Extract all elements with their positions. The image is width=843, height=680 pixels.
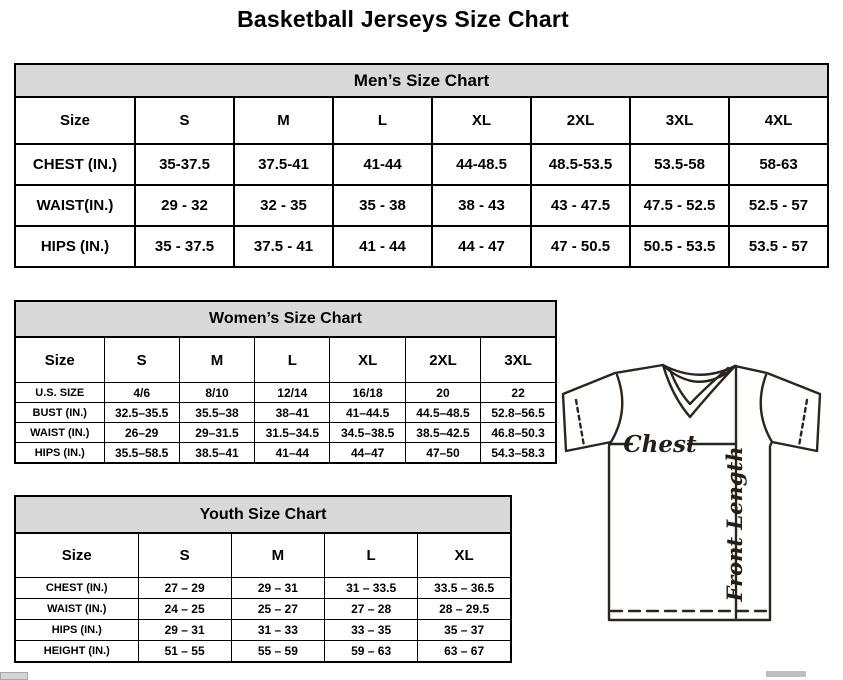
table-title: Men’s Size Chart: [15, 64, 828, 97]
table-title: Youth Size Chart: [15, 496, 511, 533]
table-cell: 27 – 29: [138, 578, 231, 599]
table-cell: 29 - 32: [135, 185, 234, 226]
table-cell: 46.8–50.3: [481, 423, 556, 443]
table-row: [15, 620, 511, 641]
header-row: [15, 337, 556, 383]
table-cell: 44 - 47: [432, 226, 531, 267]
table-cell: 53.5 - 57: [729, 226, 828, 267]
left-sleeve-cuff-dashes: [576, 400, 584, 446]
table-cell: 38–41: [255, 403, 330, 423]
table-cell: 52.8–56.5: [481, 403, 556, 423]
youth-size-chart-table: [14, 495, 512, 663]
front-length-label: Front Length: [722, 446, 747, 602]
table-cell: 41 - 44: [333, 226, 432, 267]
table-cell: 29 – 31: [138, 620, 231, 641]
table-row: [15, 641, 511, 663]
jersey-diagram-svg: [556, 354, 830, 648]
column-header: XL: [418, 533, 511, 578]
table-cell: 48.5-53.5: [531, 144, 630, 185]
column-header: 2XL: [531, 97, 630, 144]
row-label: HIPS (IN.): [15, 443, 104, 464]
table-row: [15, 443, 556, 464]
table-cell: 59 – 63: [325, 641, 418, 663]
row-label: BUST (IN.): [15, 403, 104, 423]
table-cell: 22: [481, 383, 556, 403]
table-cell: 29–31.5: [179, 423, 254, 443]
table-cell: 44-48.5: [432, 144, 531, 185]
table-row: [15, 403, 556, 423]
table-cell: 29 – 31: [231, 578, 324, 599]
table-cell: 47.5 - 52.5: [630, 185, 729, 226]
table-cell: 54.3–58.3: [481, 443, 556, 464]
table-cell: 35.5–58.5: [104, 443, 179, 464]
column-header: 4XL: [729, 97, 828, 144]
row-label: CHEST (IN.): [15, 144, 135, 185]
table-cell: 33.5 – 36.5: [418, 578, 511, 599]
column-header: S: [135, 97, 234, 144]
row-label: HIPS (IN.): [15, 620, 138, 641]
column-header: L: [333, 97, 432, 144]
scrollbar-fragment-right[interactable]: [766, 671, 806, 677]
row-label: U.S. SIZE: [15, 383, 104, 403]
column-header: 3XL: [630, 97, 729, 144]
table-cell: 44–47: [330, 443, 405, 464]
table-cell: 41-44: [333, 144, 432, 185]
column-header: M: [234, 97, 333, 144]
table-cell: 52.5 - 57: [729, 185, 828, 226]
column-header: 2XL: [405, 337, 480, 383]
column-header: XL: [330, 337, 405, 383]
table-cell: 20: [405, 383, 480, 403]
table-cell: 53.5-58: [630, 144, 729, 185]
table-cell: 35.5–38: [179, 403, 254, 423]
table-row: [15, 226, 828, 267]
table-cell: 35 - 37.5: [135, 226, 234, 267]
chest-label: Chest: [623, 431, 697, 458]
table-cell: 51 – 55: [138, 641, 231, 663]
table-cell: 34.5–38.5: [330, 423, 405, 443]
header-row: [15, 533, 511, 578]
row-label: WAIST (IN.): [15, 423, 104, 443]
table-row: [15, 185, 828, 226]
mens-size-chart-table: [14, 63, 829, 268]
table-row: [15, 423, 556, 443]
table-cell: 47–50: [405, 443, 480, 464]
column-header: Size: [15, 533, 138, 578]
table-cell: 35 – 37: [418, 620, 511, 641]
table-cell: 4/6: [104, 383, 179, 403]
column-header: S: [104, 337, 179, 383]
column-header: M: [179, 337, 254, 383]
column-header: 3XL: [481, 337, 556, 383]
table-cell: 38 - 43: [432, 185, 531, 226]
table-cell: 41–44: [255, 443, 330, 464]
row-label: WAIST(IN.): [15, 185, 135, 226]
row-label: HIPS (IN.): [15, 226, 135, 267]
table-row: [15, 383, 556, 403]
table-title: Women’s Size Chart: [15, 301, 556, 337]
column-header: Size: [15, 97, 135, 144]
table-cell: 16/18: [330, 383, 405, 403]
table-cell: 35 - 38: [333, 185, 432, 226]
table-cell: 41–44.5: [330, 403, 405, 423]
table-cell: 38.5–41: [179, 443, 254, 464]
table-cell: 47 - 50.5: [531, 226, 630, 267]
header-row: [15, 97, 828, 144]
table-cell: 58-63: [729, 144, 828, 185]
table-cell: 63 – 67: [418, 641, 511, 663]
row-label: WAIST (IN.): [15, 599, 138, 620]
column-header: L: [255, 337, 330, 383]
table-cell: 32 - 35: [234, 185, 333, 226]
right-sleeve-cuff-dashes: [799, 400, 807, 446]
table-row: [15, 599, 511, 620]
page-title: Basketball Jerseys Size Chart: [237, 6, 569, 32]
womens-size-chart-table: [14, 300, 557, 464]
column-header: L: [325, 533, 418, 578]
table-cell: 38.5–42.5: [405, 423, 480, 443]
table-row: [15, 144, 828, 185]
table-row: [15, 578, 511, 599]
column-header: S: [138, 533, 231, 578]
table-cell: 26–29: [104, 423, 179, 443]
table-cell: 55 – 59: [231, 641, 324, 663]
left-armhole-seam: [611, 375, 622, 442]
table-cell: 25 – 27: [231, 599, 324, 620]
table-cell: 24 – 25: [138, 599, 231, 620]
table-cell: 44.5–48.5: [405, 403, 480, 423]
table-cell: 32.5–35.5: [104, 403, 179, 423]
jersey-measurement-diagram: [556, 354, 830, 648]
table-cell: 35-37.5: [135, 144, 234, 185]
collar-v-inner: [670, 368, 728, 404]
row-label: CHEST (IN.): [15, 578, 138, 599]
row-label: HEIGHT (IN.): [15, 641, 138, 663]
table-cell: 50.5 - 53.5: [630, 226, 729, 267]
right-armhole-seam: [761, 375, 772, 442]
table-cell: 31 – 33: [231, 620, 324, 641]
table-cell: 28 – 29.5: [418, 599, 511, 620]
table-cell: 31 – 33.5: [325, 578, 418, 599]
table-cell: 37.5-41: [234, 144, 333, 185]
table-cell: 43 - 47.5: [531, 185, 630, 226]
table-cell: 37.5 - 41: [234, 226, 333, 267]
table-cell: 31.5–34.5: [255, 423, 330, 443]
column-header: XL: [432, 97, 531, 144]
table-cell: 12/14: [255, 383, 330, 403]
column-header: M: [231, 533, 324, 578]
column-header: Size: [15, 337, 104, 383]
table-cell: 33 – 35: [325, 620, 418, 641]
table-cell: 27 – 28: [325, 599, 418, 620]
table-cell: 8/10: [179, 383, 254, 403]
